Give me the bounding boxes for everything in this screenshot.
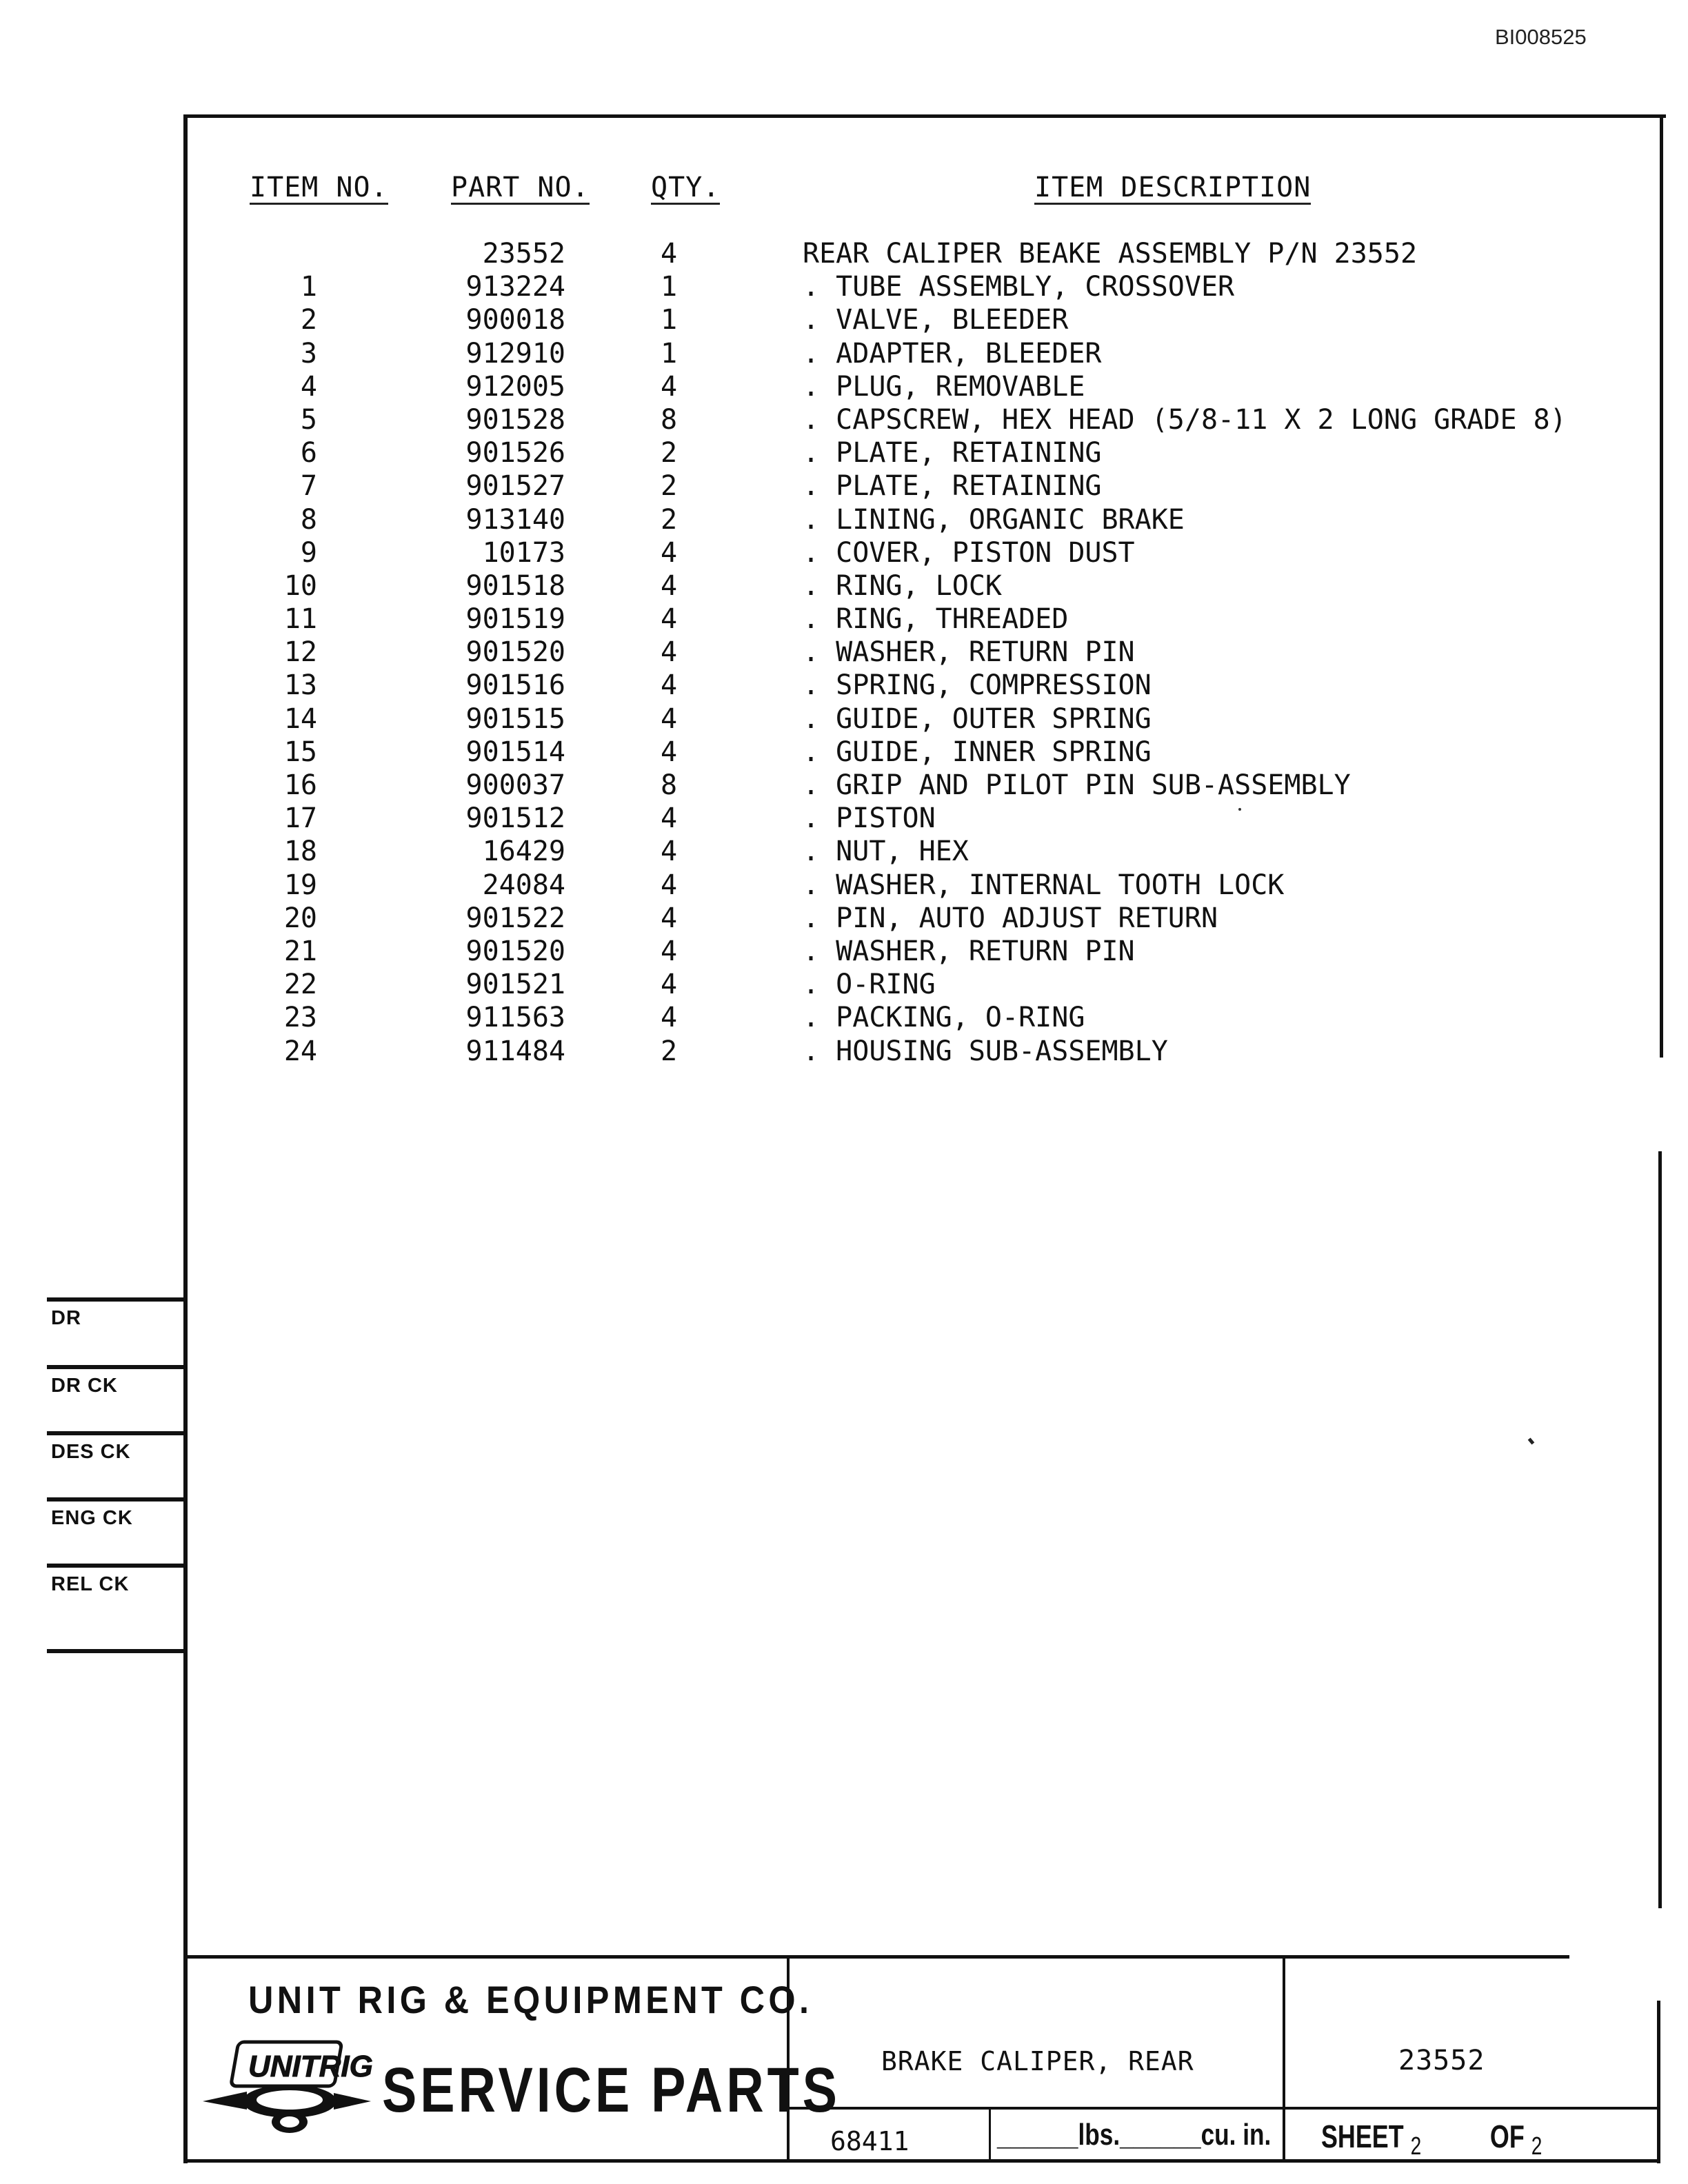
title-block-divider (787, 2107, 1660, 2110)
table-row (0, 636, 1688, 669)
header-qty: QTY. (651, 172, 721, 203)
lbs-label: lbs. (1078, 2118, 1121, 2152)
item-number: 10 (283, 569, 317, 602)
part-number: 901518 (465, 569, 565, 602)
item-description: . GUIDE, OUTER SPRING (803, 702, 1152, 735)
item-description: . CAPSCREW, HEX HEAD (5/8-11 X 2 LONG GRADE 8) (803, 403, 1567, 436)
item-description: . GUIDE, INNER SPRING (803, 736, 1152, 768)
part-number: 901527 (465, 470, 565, 503)
item-number: 22 (283, 969, 317, 1001)
table-row (0, 802, 1688, 835)
unitrig-logo (199, 2034, 378, 2144)
item-description: . PLATE, RETAINING (803, 470, 1102, 503)
table-row (0, 603, 1688, 636)
frame-right-border (1658, 1151, 1662, 1908)
speck-mark (1528, 1437, 1535, 1444)
quantity: 4 (660, 536, 678, 569)
table-row (0, 736, 1688, 769)
table-row (0, 902, 1688, 935)
check-box (47, 1497, 186, 1529)
item-description: . SPRING, COMPRESSION (803, 669, 1152, 702)
item-description: . PIN, AUTO ADJUST RETURN (803, 902, 1218, 934)
speck-mark (1238, 808, 1241, 811)
item-description: . RING, LOCK (803, 569, 1002, 602)
part-number: 10173 (482, 536, 565, 569)
table-row (0, 869, 1688, 902)
item-number: 6 (300, 437, 317, 469)
drawing-code: 68411 (830, 2126, 910, 2156)
quantity: 4 (660, 969, 678, 1001)
item-number: 17 (283, 802, 317, 835)
check-box-end-line (47, 1649, 186, 1653)
part-number: 23552 (482, 238, 565, 270)
check-box (47, 1431, 186, 1463)
item-description: . ADAPTER, BLEEDER (803, 337, 1102, 370)
item-number: 8 (300, 503, 317, 536)
part-number: 901512 (465, 802, 565, 835)
item-number: 13 (283, 669, 317, 702)
item-number: 3 (300, 337, 317, 370)
item-description: . PLUG, REMOVABLE (803, 370, 1085, 403)
quantity: 2 (660, 503, 678, 536)
table-row (0, 503, 1688, 536)
quantity: 4 (660, 1002, 678, 1034)
part-number: 900018 (465, 304, 565, 336)
table-row (0, 968, 1688, 1001)
table-row (0, 469, 1688, 503)
quantity: 8 (660, 769, 678, 801)
part-number: 901526 (465, 437, 565, 469)
quantity: 4 (660, 902, 678, 934)
item-description: . TUBE ASSEMBLY, CROSSOVER (803, 271, 1235, 303)
sheet-total: 2 (1531, 2132, 1543, 2160)
quantity: 4 (660, 836, 678, 868)
item-description: . PLATE, RETAINING (803, 437, 1102, 469)
table-row (0, 237, 1688, 270)
table-row (0, 702, 1688, 736)
table-row (0, 769, 1688, 802)
item-description: . NUT, HEX (803, 836, 969, 868)
table-row (0, 270, 1688, 303)
table-row (0, 403, 1688, 436)
table-row (0, 536, 1688, 569)
item-description: REAR CALIPER BEAKE ASSEMBLY P/N 23552 (803, 238, 1418, 270)
item-description: . RING, THREADED (803, 603, 1069, 636)
header-item-description: ITEM DESCRIPTION (1034, 172, 1312, 203)
quantity: 2 (660, 437, 678, 469)
table-row (0, 337, 1688, 370)
item-description: . WASHER, INTERNAL TOOTH LOCK (803, 869, 1285, 901)
item-description: . COVER, PISTON DUST (803, 536, 1135, 569)
table-row (0, 370, 1688, 403)
quantity: 4 (660, 736, 678, 768)
part-number: 912910 (465, 337, 565, 370)
item-description: . O-RING (803, 969, 936, 1001)
sheet-number: 2 (1410, 2132, 1422, 2160)
item-description: . WASHER, RETURN PIN (803, 636, 1135, 669)
parts-list (0, 237, 1688, 1068)
table-row (0, 1035, 1688, 1068)
header-item-no: ITEM NO. (250, 172, 388, 203)
item-number: 15 (283, 736, 317, 768)
part-number: 901528 (465, 403, 565, 436)
quantity: 4 (660, 569, 678, 602)
part-number: 901515 (465, 702, 565, 735)
quantity: 4 (660, 802, 678, 835)
item-number: 24 (283, 1035, 317, 1067)
frame-bottom-border (183, 2159, 1660, 2163)
table-row (0, 669, 1688, 702)
item-number: 4 (300, 370, 317, 403)
item-number: 19 (283, 869, 317, 901)
part-number: 901516 (465, 669, 565, 702)
item-description: . WASHER, RETURN PIN (803, 935, 1135, 967)
quantity: 1 (660, 337, 678, 370)
drawing-number: 23552 (1398, 2045, 1485, 2076)
check-label: ENG CK (51, 1507, 133, 1529)
company-name: UNIT RIG & EQUIPMENT CO. (248, 1978, 813, 2021)
quantity: 2 (660, 1035, 678, 1067)
check-box (47, 1365, 186, 1397)
frame-right-border (1657, 2001, 1660, 2163)
check-box (47, 1564, 186, 1595)
part-number: 911563 (465, 1002, 565, 1034)
quantity: 8 (660, 403, 678, 436)
service-parts-title: SERVICE PARTS (382, 2055, 841, 2125)
quantity: 4 (660, 702, 678, 735)
quantity: 4 (660, 238, 678, 270)
part-number: 24084 (482, 869, 565, 901)
quantity: 4 (660, 669, 678, 702)
item-description: . LINING, ORGANIC BRAKE (803, 503, 1185, 536)
sheet-field (1321, 2118, 1543, 2160)
part-number: 901520 (465, 636, 565, 669)
item-number: 7 (300, 470, 317, 503)
part-number: 901519 (465, 603, 565, 636)
quantity: 1 (660, 271, 678, 303)
item-number: 21 (283, 935, 317, 967)
item-number: 18 (283, 836, 317, 868)
item-description: . VALVE, BLEEDER (803, 304, 1069, 336)
item-description: . GRIP AND PILOT PIN SUB-ASSEMBLY (803, 769, 1351, 801)
item-number: 23 (283, 1002, 317, 1034)
table-row (0, 835, 1688, 868)
part-number: 911484 (465, 1035, 565, 1067)
check-label: DR (51, 1307, 81, 1329)
quantity: 4 (660, 370, 678, 403)
part-number: 16429 (482, 836, 565, 868)
table-row (0, 1001, 1688, 1034)
item-description: . PISTON (803, 802, 936, 835)
item-number: 16 (283, 769, 317, 801)
header-part-no: PART NO. (451, 172, 590, 203)
item-number: 20 (283, 902, 317, 934)
weight-volume-field: ______lbs.______cu. in. (997, 2118, 1272, 2152)
item-number: 11 (283, 603, 317, 636)
item-number: 1 (300, 271, 317, 303)
of-label: OF (1489, 2119, 1525, 2154)
check-label: DES CK (51, 1441, 131, 1463)
part-number: 912005 (465, 370, 565, 403)
title-block-divider (1283, 1958, 1285, 2162)
logo-text: UNITRIG (248, 2050, 373, 2083)
table-row (0, 569, 1688, 603)
quantity: 4 (660, 869, 678, 901)
table-row (0, 303, 1688, 336)
part-number: 901520 (465, 935, 565, 967)
item-description: . HOUSING SUB-ASSEMBLY (803, 1035, 1168, 1067)
frame-top-border (185, 114, 1666, 118)
part-number: 900037 (465, 769, 565, 801)
item-number: 14 (283, 702, 317, 735)
quantity: 1 (660, 304, 678, 336)
check-label: REL CK (51, 1573, 130, 1595)
part-number: 901514 (465, 736, 565, 768)
table-row (0, 935, 1688, 968)
item-description: . PACKING, O-RING (803, 1002, 1085, 1034)
sheet-label: SHEET (1321, 2119, 1404, 2154)
part-number: 913140 (465, 503, 565, 536)
table-row (0, 436, 1688, 469)
part-number: 901521 (465, 969, 565, 1001)
drawing-description: BRAKE CALIPER, REAR (881, 2046, 1194, 2076)
item-number: 12 (283, 636, 317, 669)
item-number: 9 (300, 536, 317, 569)
document-id: BI008525 (1495, 25, 1587, 49)
part-number: 913224 (465, 271, 565, 303)
cuin-label: cu. in. (1200, 2118, 1272, 2152)
quantity: 4 (660, 636, 678, 669)
quantity: 2 (660, 470, 678, 503)
item-number: 2 (300, 304, 317, 336)
item-number: 5 (300, 403, 317, 436)
quantity: 4 (660, 603, 678, 636)
title-block-top-line (183, 1955, 1569, 1959)
part-number: 901522 (465, 902, 565, 934)
check-label: DR CK (51, 1375, 118, 1397)
title-block-divider (989, 2108, 991, 2162)
check-box (47, 1297, 186, 1329)
quantity: 4 (660, 935, 678, 967)
